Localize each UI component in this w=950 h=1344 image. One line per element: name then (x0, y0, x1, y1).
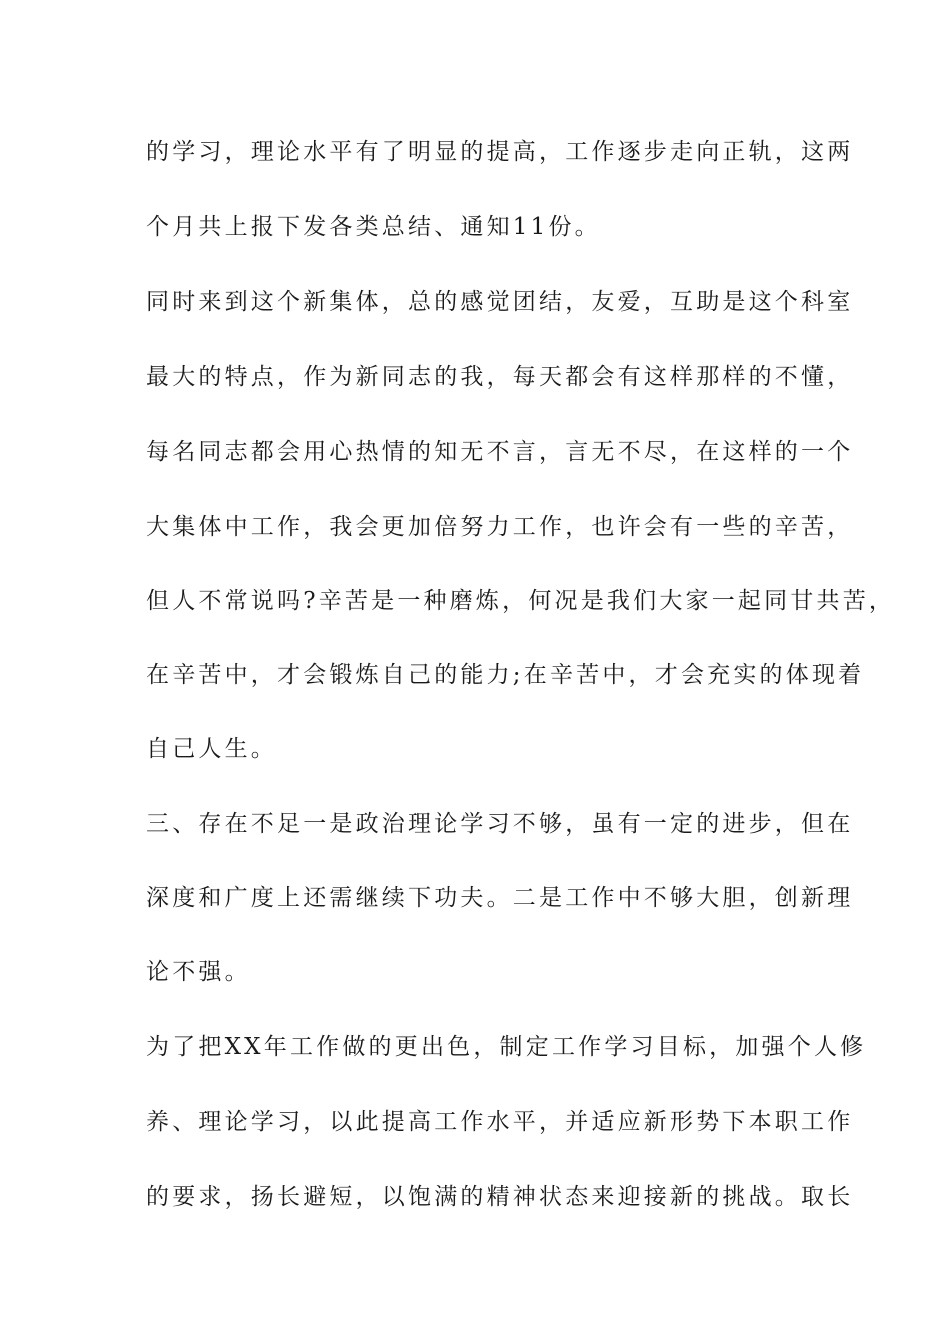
text-line: 养、理论学习，以此提高工作水平，并适应新形势下本职工作 (146, 1109, 854, 1135)
text-line: 同时来到这个新集体，总的感觉团结，友爱，互助是这个科室 (146, 289, 854, 315)
text-line: 个月共上报下发各类总结、通知11份。 (146, 214, 601, 240)
text-line: 的要求，扬长避短，以饱满的精神状态来迎接新的挑战。取长 (146, 1184, 854, 1210)
text-line: 为了把XX年工作做的更出色，制定工作学习目标，加强个人修 (146, 1034, 867, 1060)
text-line: 自己人生。 (146, 736, 277, 762)
text-line: 深度和广度上还需继续下功夫。二是工作中不够大胆，创新理 (146, 885, 854, 911)
text-line: 每名同志都会用心热情的知无不言，言无不尽，在这样的一个 (146, 439, 854, 465)
text-line: 论不强。 (146, 959, 251, 985)
text-line: 但人不常说吗?辛苦是一种磨炼，何况是我们大家一起同甘共苦， (146, 588, 896, 614)
text-line: 大集体中工作，我会更加倍努力工作，也许会有一些的辛苦， (146, 514, 854, 540)
text-line: 的学习，理论水平有了明显的提高，工作逐步走向正轨，这两 (146, 139, 854, 165)
text-line: 三、存在不足一是政治理论学习不够，虽有一定的进步，但在 (146, 811, 854, 837)
text-line: 最大的特点，作为新同志的我，每天都会有这样那样的不懂， (146, 364, 854, 390)
text-line: 在辛苦中，才会锻炼自己的能力;在辛苦中，才会充实的体现着 (146, 662, 865, 688)
